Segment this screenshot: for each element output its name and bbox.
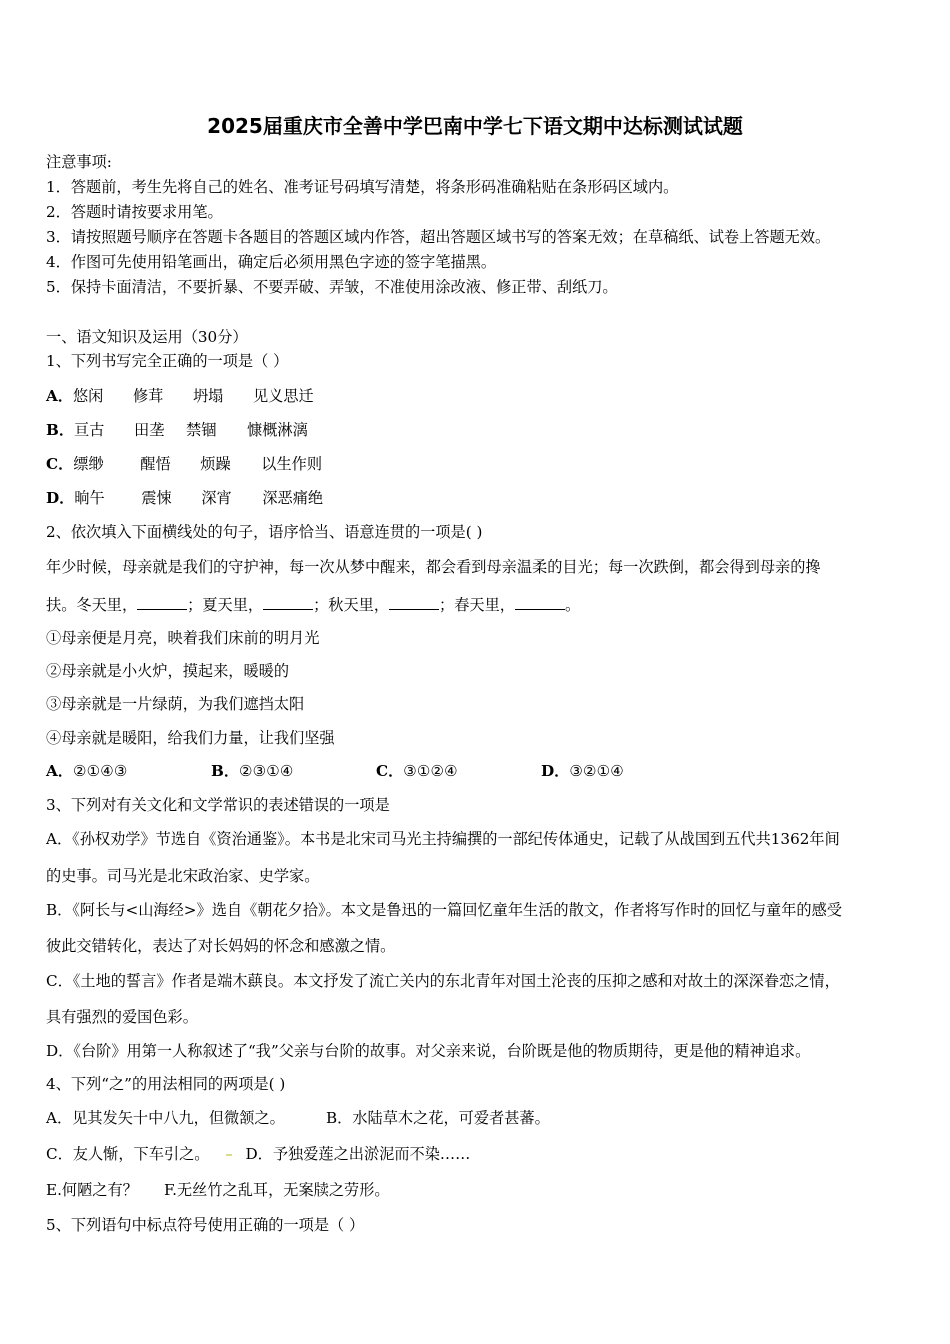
q3-option-b: B．《阿长与<山海经>》选自《朝花夕拾》。本文是鲁迅的一篇回忆童年生活的散文，作者将写作时的回忆与童年的感受 — [46, 901, 842, 919]
passage-part: 扶。冬天里， — [46, 596, 138, 614]
fill-blank — [389, 595, 439, 610]
scan-mark — [226, 1154, 232, 1156]
q1-option-b — [46, 420, 308, 440]
passage-part: ；秋天里， — [313, 596, 389, 614]
q2-option-c — [376, 761, 541, 781]
q4-row-2 — [46, 1144, 470, 1164]
option-word: 醒悟 — [140, 455, 171, 473]
q4-row-3 — [46, 1180, 390, 1200]
q4-row-1 — [46, 1108, 550, 1128]
q2-passage: 年少时候，母亲就是我们的守护神，每一次从梦中醒来，都会看到母亲温柔的目光；每一次跌倒，都会得到母亲的搀 — [46, 558, 821, 576]
notice-item: 4．作图可先使用铅笔画出，确定后必须用黑色字迹的签字笔描黑。 — [46, 253, 497, 271]
notice-heading: 注意事项: — [46, 153, 112, 171]
option-word: 震悚 — [141, 489, 172, 507]
q4-option-a: A．见其发矢十中八九，但微颔之。 — [46, 1109, 285, 1127]
option-label: B． — [46, 421, 75, 439]
q2-option-b — [211, 761, 376, 781]
q2-item: ②母亲就是小火炉，摸起来，暖暖的 — [46, 662, 289, 680]
q2-passage-blanks — [46, 595, 580, 615]
q2-stem: 2、依次填入下面横线处的句子，语序恰当、语意连贯的一项是( ) — [46, 523, 483, 541]
option-word: 慷概淋漓 — [247, 421, 308, 439]
option-label: C． — [46, 455, 74, 473]
option-word: 禁锢 — [186, 421, 217, 439]
q3-stem: 3、下列对有关文化和文学常识的表述错误的一项是 — [46, 796, 390, 814]
option-word: 坍塌 — [192, 387, 224, 405]
fill-blank — [137, 595, 187, 610]
q1-option-a — [46, 386, 314, 406]
notice-item: 3．请按照题号顺序在答题卡各题目的答题区域内作答，超出答题区域书写的答案无效；在草稿纸、试卷上答题无效。 — [46, 228, 831, 246]
option-text: ②③①④ — [239, 762, 294, 780]
passage-part: ；春天里， — [439, 596, 515, 614]
q2-item: ③母亲就是一片绿荫，为我们遮挡太阳 — [46, 695, 305, 713]
page-title: 2025届重庆市全善中学巴南中学七下语文期中达标测试试题 — [207, 114, 743, 138]
option-word: 烦躁 — [200, 455, 231, 473]
option-word: 深恶痛绝 — [262, 489, 324, 507]
notice-item: 2．答题时请按要求用笔。 — [46, 203, 223, 221]
q4-option-f: F.无丝竹之乱耳，无案牍之劳形。 — [164, 1181, 390, 1199]
passage-part: 。 — [564, 596, 581, 614]
q1-option-c — [46, 454, 322, 474]
q4-stem: 4、下列“之”的用法相同的两项是( ) — [46, 1075, 286, 1093]
option-label: A． — [46, 387, 73, 405]
option-label: D． — [541, 762, 570, 780]
fill-blank — [515, 595, 565, 610]
option-word: 晌午 — [74, 489, 105, 507]
q3-option-d: D．《台阶》用第一人称叙述了“我”父亲与台阶的故事。对父亲来说，台阶既是他的物质期待，更是他的精神追求。 — [46, 1042, 811, 1060]
q5-stem: 5、下列语句中标点符号使用正确的一项是（ ） — [46, 1216, 365, 1234]
q1-option-d — [46, 488, 323, 508]
option-word: 见义思迁 — [252, 387, 314, 405]
q4-option-e: E.何陋之有？ — [46, 1181, 138, 1199]
q4-option-d: D．予独爱莲之出淤泥而不染…… — [245, 1145, 471, 1163]
option-word: 缥缈 — [73, 455, 104, 473]
option-label: A． — [46, 762, 73, 780]
option-label: B． — [211, 762, 240, 780]
fill-blank — [263, 595, 313, 610]
notice-item: 1．答题前，考生先将自己的姓名、准考证号码填写清楚，将条形码准确粘贴在条形码区域内。 — [46, 178, 679, 196]
q2-options — [46, 761, 624, 781]
section-heading: 一、语文知识及运用（30分） — [46, 328, 248, 346]
option-text: ③①②④ — [403, 762, 458, 780]
q2-item: ①母亲便是月亮，映着我们床前的明月光 — [46, 629, 320, 647]
q4-option-c: C．友人惭，下车引之。 — [46, 1145, 210, 1163]
option-label: C． — [376, 762, 404, 780]
option-text: ②①④③ — [72, 762, 128, 780]
option-word: 深宵 — [201, 489, 232, 507]
option-label: D． — [46, 489, 75, 507]
q2-item: ④母亲就是暖阳，给我们力量，让我们坚强 — [46, 729, 335, 747]
option-word: 悠闲 — [72, 387, 104, 405]
q3-option-a: A．《孙权劝学》节选自《资治通鉴》。本书是北宋司马光主持编撰的一部纪传体通史，记载了从战国到五代共1362年间 — [46, 830, 840, 848]
q3-option-c-cont: 具有强烈的爱国色彩。 — [46, 1008, 198, 1026]
q2-option-a — [46, 761, 211, 781]
option-word: 田垄 — [134, 421, 165, 439]
q3-option-a-cont: 的史事。司马光是北宋政治家、史学家。 — [46, 867, 320, 885]
q3-option-c: C．《土地的誓言》作者是端木蕻良。本文抒发了流亡关内的东北青年对国土沦丧的压抑之感和对故土的深深眷恋之情， — [46, 972, 840, 990]
option-text: ③②①④ — [569, 762, 624, 780]
option-word: 以生作则 — [261, 455, 323, 473]
q3-option-b-cont: 彼此交错转化，表达了对长妈妈的怀念和感激之情。 — [46, 937, 396, 955]
q1-stem: 1、下列书写完全正确的一项是（ ） — [46, 352, 289, 370]
q2-option-d — [541, 761, 624, 781]
notice-item: 5．保持卡面清洁，不要折暴、不要弄破、弄皱，不准使用涂改液、修正带、刮纸刀。 — [46, 278, 618, 296]
passage-part: ；夏天里， — [187, 596, 264, 614]
q4-option-b: B．水陆草木之花，可爱者甚蕃。 — [326, 1109, 550, 1127]
option-word: 修茸 — [132, 387, 164, 405]
option-word: 亘古 — [74, 421, 105, 439]
